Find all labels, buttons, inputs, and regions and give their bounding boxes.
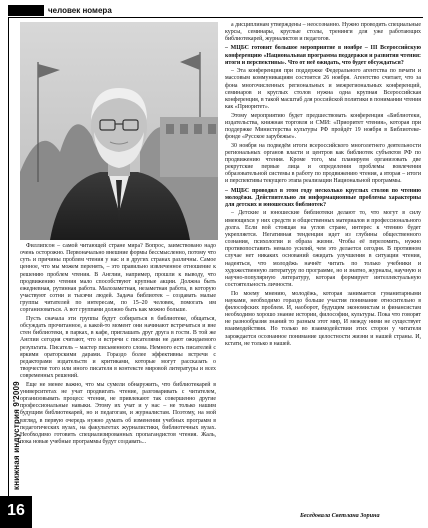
article-paragraph: Этому мероприятию будет предшествовать конференция «Библиотеки, издательства, книжная торговля и СМИ: «Приоритет чтения», которая при поддержке Министерства культуры РФ пройдёт 19 ноября в Библиотеке-фонде «Русское зарубежье».: [225, 112, 421, 141]
header-rule: [8, 17, 423, 18]
article-paragraph: а дисциплинам утверждены – неосознанно. Нужно проводить специальные курсы, семинары, круглые столы, тренинги для уже работающих библиотекарей, журналистов и педагогов.: [225, 22, 421, 43]
interview-question: – МЦБС проводил в этом году несколько круглых столов по чтению молодёжи. Действительно ли информационные проблемы характерны для детских и юношеских библиотек?: [225, 187, 421, 208]
article-left-column: [20, 243, 216, 448]
article-right-column: [225, 22, 421, 349]
page-number-box: [0, 496, 32, 528]
section-title: человек номера: [48, 6, 112, 15]
header-block: [8, 5, 44, 16]
magazine-issue-label: книжная индустрия 9'2009: [12, 381, 21, 490]
article-paragraph: – Эта конференция при поддержке Федерального агентства по печати и массовым коммуникациям состоится 26 ноября. Агентство считает, что за фона многочисленных региональных и межрегиональных конференций, семинаров и круглых столов нужна одна крупная Всероссийская конференция, в такой масштаб для российской политики в понимании чтения как «Приоритет».: [225, 68, 421, 111]
article-paragraph: По моему мнению, молодёжь, которая занимается гуманитарными науками, необходимо гораздо больше участия понимание относительно в философских проблем. И, наоборот, будущим экономистам и финансистам необходимо хорошо знание истории, философии, культуры. Пока что говорят не разнообразия знаний то разным этот мир, И между ними не существует взаимодействия. Но только во взаимодействии этих сторон у читателя зарождается осознанное понимание целостности жизни и нашей страны. И, кстати, не только в нашей.: [225, 290, 421, 347]
article-paragraph: Еще не менее важно, что мы сумели обнаружить, что библиотекарей в университетах не учат продвигать чтение, разговаривать с читателем, организовывать процесс чтения, не привлекают так совершенно другие профессиональные навыки. Этому их учат и у нас – не только нашим будущим библиотекарей, но и педагогам, и журналистам. Поэтому, на мой взгляд, в первую очередь нужно думать об изменении учебных программ в педагогических вузах, на факультетах журналистики, библиотечных вузах. Необходимо готовить специализированных пропагандистов чтения. Жаль, пока новые учебные программы будут создавать...: [20, 381, 216, 445]
page-number: 16: [7, 502, 25, 519]
header-bar: [8, 5, 423, 16]
side-rule: [8, 18, 9, 496]
portrait-photo-image: [20, 22, 218, 240]
portrait-photo: [20, 22, 218, 240]
article-paragraph: 30 ноября на подведём итоги всероссийского многолетнего деятельности региональных органов власти и центров как библиотек субъектов РФ по продвижению чтения. Кроме того, мы планируем организовать две рекрутские первые лица и определения проблемы вовлечения образовательной системы в работу по продвижению чтения, а вторая – итоги и перспективы текущего этапа реализации Национальной программы.: [225, 142, 421, 185]
article-paragraph: Пусть сначала эти группы будут собираться в библиотеке, общаться, обсуждать прочитанное, а какой-то момент они начинают встречаться и вне стен библиотеки, в парках, в кафе, приглашать друг друга в гости. В той же Англии сегодня считают, что и встречи с писателями не дают ожидаемого результата. Писатель – мастер письменного слова. Немного есть писателей с яркими ораторскими дарами. Гораздо более эффективны встречи с редакторами издательств и критиками, которые могут рассказать о творчестве того или иного писателя в контексте мировой литературы и всех современных решений.: [20, 315, 216, 380]
article-paragraph: – Детские и юношеские библиотеки делают то, что могут в силу имеющихся у них средств и общественных материалов и профессионального долга. Если вой стоящая на углов стране, интерес к чтению будет укрепляется. Негативная тенденция идет из глубины общественного сознания, психологии и образа жизни. Чтобы её переломить, нужно противопоставить немало усилий, чем это делается сегодня. В противном случае нет никаких оснований ожидать улучшения в ситуации чтения, надеяться, что молодёжь начнёт читать по только учебники и художественную литературу по программе, но и знатно, журналы, научную и научно-популярную литературу, которая формирует интеллектуальную состоятельность личности.: [225, 210, 421, 289]
author-signature: Беседовала Светлана Зорина: [300, 512, 380, 519]
interview-question: – МЦБС готовит большое мероприятие в ноябре – III Всероссийскую конференцию «Национальная программа поддержки и развития чтения: итоги и перспективы». Что от неё ожидать, что будет обсуждаться?: [225, 45, 421, 66]
article-paragraph: Филлипсон – самой читающей стране мира? Вопрос, заимствовано надо очень осторожно. Первоначально внешние формы бессмысленно, потому что суть и причины проблем чтения у нас и в других странах различны. Самое ценное, что мы можем перенять, – это правильно извлеченное отношение к решению проблем чтения. В Англии, например, прошли к выводу, что продвижению чтения мало способствуют крупные акции. Должна быть ежедневная, рутинная работа. Малозаметная, незаметная работа, в которую участвуют сотни и тысячи людей. Задача библиотек – создавать малые группы читателей по интересам, по 15–20 человек, помогать им сорганизоваться. А вот группами должно быть как можно больше.: [20, 243, 216, 314]
